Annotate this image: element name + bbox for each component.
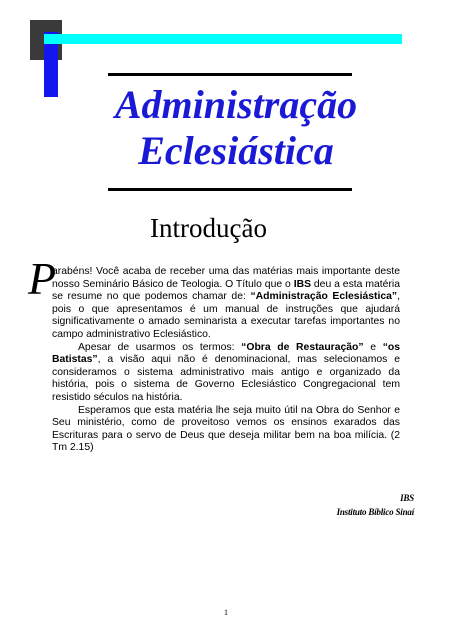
paragraph-3: Esperamos que esta matéria lhe seja muito útil na Obra do Senhor e Seu ministério, como de proveitoso vemos os ensinos exarados das Escrituras para o servo de Deus que deseja militar bem na boa milícia. (2 Tm 2.15): [52, 404, 400, 454]
paragraph-2: [52, 342, 400, 405]
header-decoration-cyan-bar: [44, 34, 402, 44]
paragraph-1-text-b: deu a esta matéria se resume no que podemos chamar de:: [52, 278, 400, 303]
paragraph-2-text-c: , a visão aqui não é denominacional, mas selecionamos e consideramos o sistema administrativo mais antigo e organizado da história, pois o sistema de Governo Eclesiástico Congregacional tem resistido séculos na história.: [52, 354, 400, 403]
title-line-2: Eclesiástica: [138, 128, 334, 173]
paragraph-1-text-a: arabéns! Você acaba de receber uma das matérias mais importante deste nosso Seminário Básico de Teologia. O Título que o: [52, 266, 400, 290]
signature-institution-name: Instituto Bíblico Sinaí: [336, 507, 414, 517]
page-number: 1: [224, 608, 228, 617]
title-line-1: Administração: [114, 82, 358, 127]
paragraph-1: [52, 266, 400, 342]
title-rule-top: [108, 73, 352, 76]
paragraph-1-text-c: , pois o que apresentamos é um manual de instruções que ajudará significativamente o amado seminarista a executar tarefas importantes no campo administrativo Eclesiástico.: [52, 291, 400, 340]
signature-abbreviation: IBS: [400, 493, 414, 503]
paragraph-2-text-a: Apesar de usarmos os termos:: [78, 341, 242, 353]
paragraph-1-bold-title: “Administração Eclesiástica”: [250, 291, 398, 303]
section-title: Introdução: [150, 213, 267, 243]
drop-cap-letter: P: [28, 253, 57, 304]
paragraph-2-bold-obra: “Obra de Restauração”: [241, 341, 364, 353]
paragraph-2-bold-batistas: “os Batistas”: [52, 341, 401, 366]
title-rule-bottom: [108, 188, 352, 191]
document-title: [100, 82, 372, 174]
paragraph-1-bold-ibs: IBS: [293, 278, 312, 290]
signature-block: [337, 491, 414, 519]
paragraph-2-text-b: e: [363, 341, 383, 353]
introduction-body: [52, 266, 400, 455]
